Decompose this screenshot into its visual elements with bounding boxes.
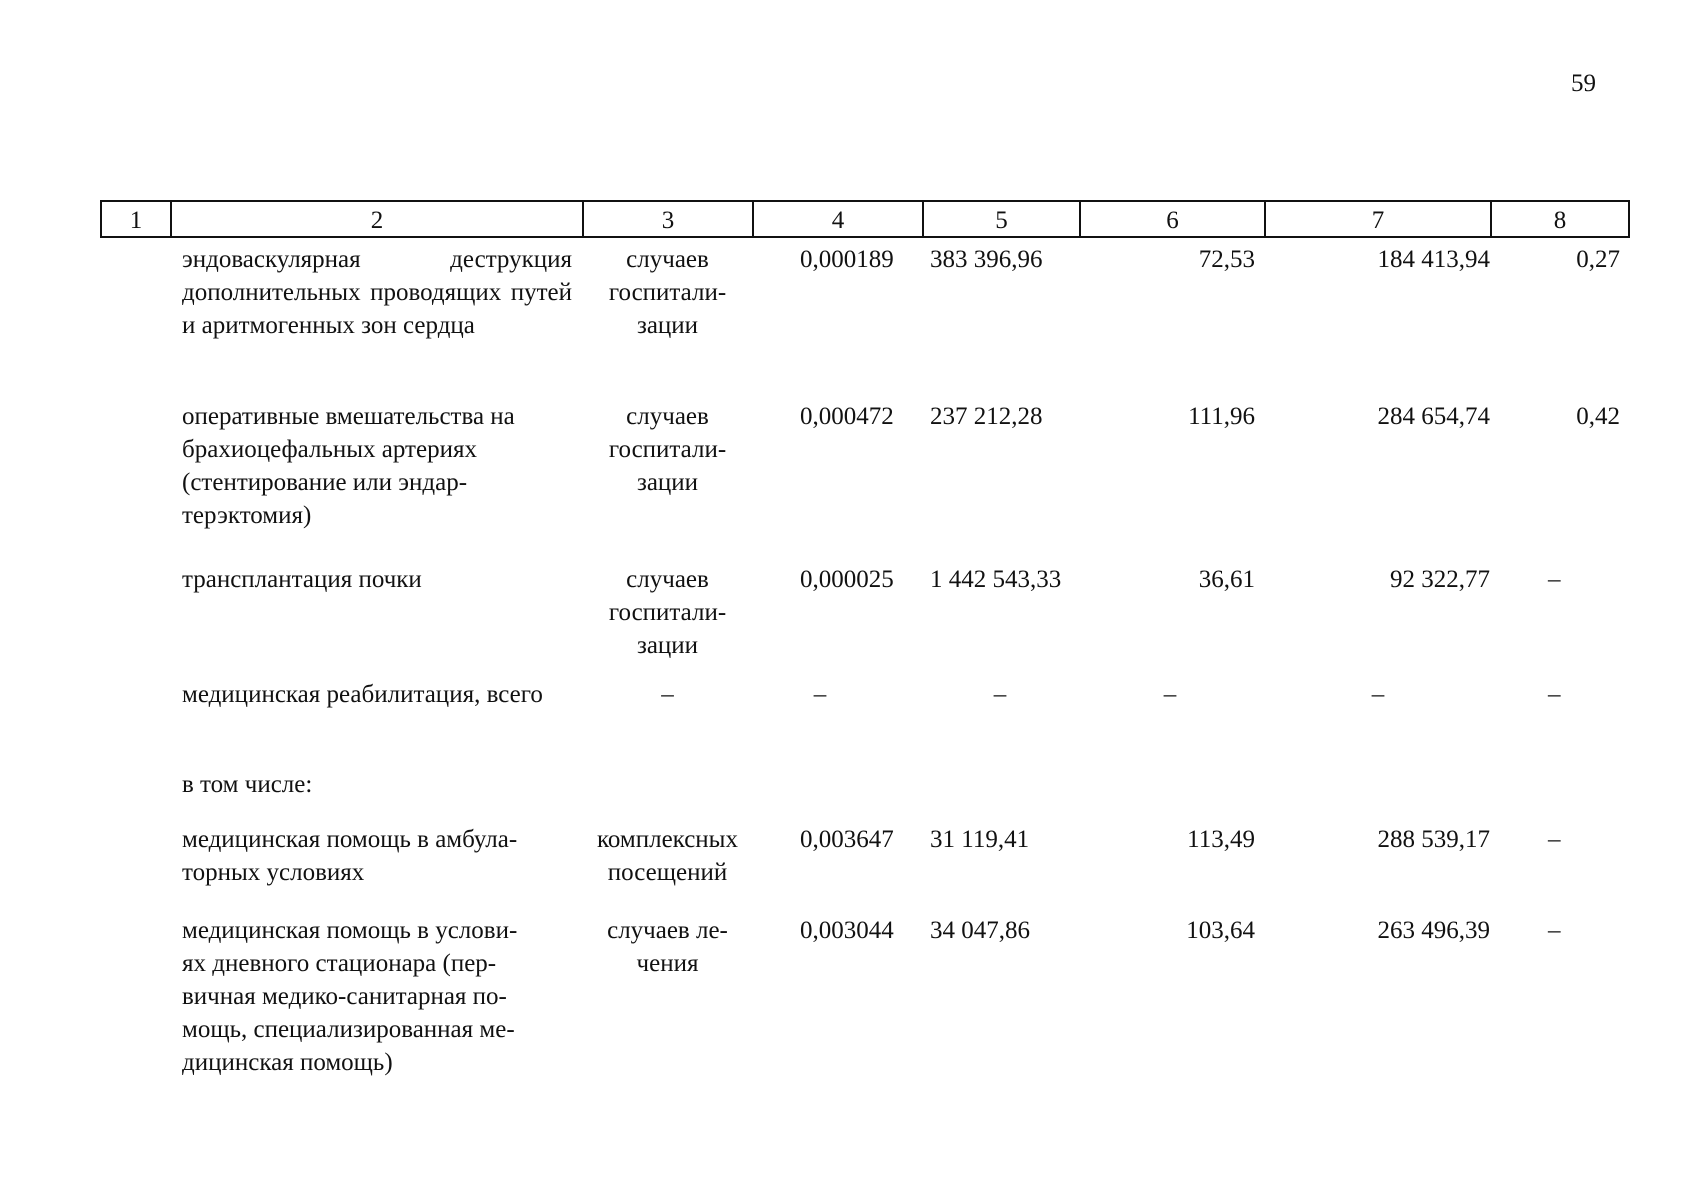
row-unit: комплексных посещений — [597, 826, 738, 886]
row-col6: 72,53 — [1198, 246, 1255, 273]
row-col7: 184 413,94 — [1377, 246, 1490, 273]
column-header-2: 2 — [170, 200, 582, 238]
row-col4: 0,000472 — [800, 403, 894, 430]
row-col4: 0,003647 — [800, 826, 894, 853]
row-unit: случаев ле- чения — [607, 917, 728, 977]
column-header-8: 8 — [1490, 200, 1630, 238]
column-header-7: 7 — [1264, 200, 1490, 238]
row-col8: – — [1548, 917, 1561, 944]
row-col5: 237 212,28 — [930, 403, 1043, 430]
row-col7: – — [1371, 681, 1385, 708]
row-col8: 0,42 — [1576, 403, 1620, 430]
row-col4: – — [813, 681, 827, 708]
row-col4: 0,000025 — [800, 566, 894, 593]
row-col6: 36,61 — [1198, 566, 1255, 593]
row-name: эндоваскулярная деструкция дополнительных проводящих путей и аритмогенных зон сердца — [182, 246, 572, 339]
row-unit: случаев госпитали- зации — [608, 403, 727, 496]
row-unit: случаев госпитали- зации — [608, 566, 727, 659]
column-header-1: 1 — [100, 200, 170, 238]
row-col5: 31 119,41 — [930, 826, 1030, 853]
row-col5: – — [993, 681, 1007, 708]
row-name: трансплантация почки — [182, 566, 422, 593]
row-name: медицинская помощь в услови- ях дневного стационара (пер- вичная медико-санитарная по- мощь, специализированная ме- дицинская помощь) — [182, 917, 518, 1076]
row-col7: 288 539,17 — [1377, 826, 1490, 853]
row-col5: 383 396,96 — [930, 246, 1043, 273]
row-name: оперативные вмешательства на брахиоцефальных артериях (стентирование или эндар- терэктомия) — [182, 403, 515, 529]
row-name: медицинская помощь в амбула- торных условиях — [182, 826, 518, 886]
column-header-3: 3 — [582, 200, 752, 238]
row-col4: 0,000189 — [800, 246, 894, 273]
page-number: 59 — [1571, 70, 1596, 97]
row-col5: 34 047,86 — [930, 917, 1030, 944]
row-unit: – — [661, 681, 674, 708]
column-header-4: 4 — [752, 200, 922, 238]
row-col7: 284 654,74 — [1377, 403, 1490, 430]
row-col8: – — [1548, 681, 1561, 708]
row-col5: 1 442 543,33 — [930, 566, 1062, 593]
row-col6: – — [1163, 681, 1177, 708]
row-col8: – — [1548, 566, 1561, 593]
row-col7: 92 322,77 — [1390, 566, 1490, 593]
column-header-6: 6 — [1079, 200, 1264, 238]
row-name: в том числе: — [182, 771, 313, 798]
row-unit: случаев госпитали- зации — [608, 246, 727, 339]
row-col7: 263 496,39 — [1377, 917, 1490, 944]
row-col4: 0,003044 — [800, 917, 894, 944]
row-col6: 113,49 — [1187, 826, 1255, 853]
row-name: медицинская реабилитация, всего — [182, 681, 543, 708]
column-header-row — [100, 200, 1630, 240]
row-col8: 0,27 — [1576, 246, 1620, 273]
column-header-5: 5 — [922, 200, 1079, 238]
row-col6: 111,96 — [1188, 403, 1255, 430]
row-col8: – — [1548, 826, 1561, 853]
row-col6: 103,64 — [1186, 917, 1255, 944]
